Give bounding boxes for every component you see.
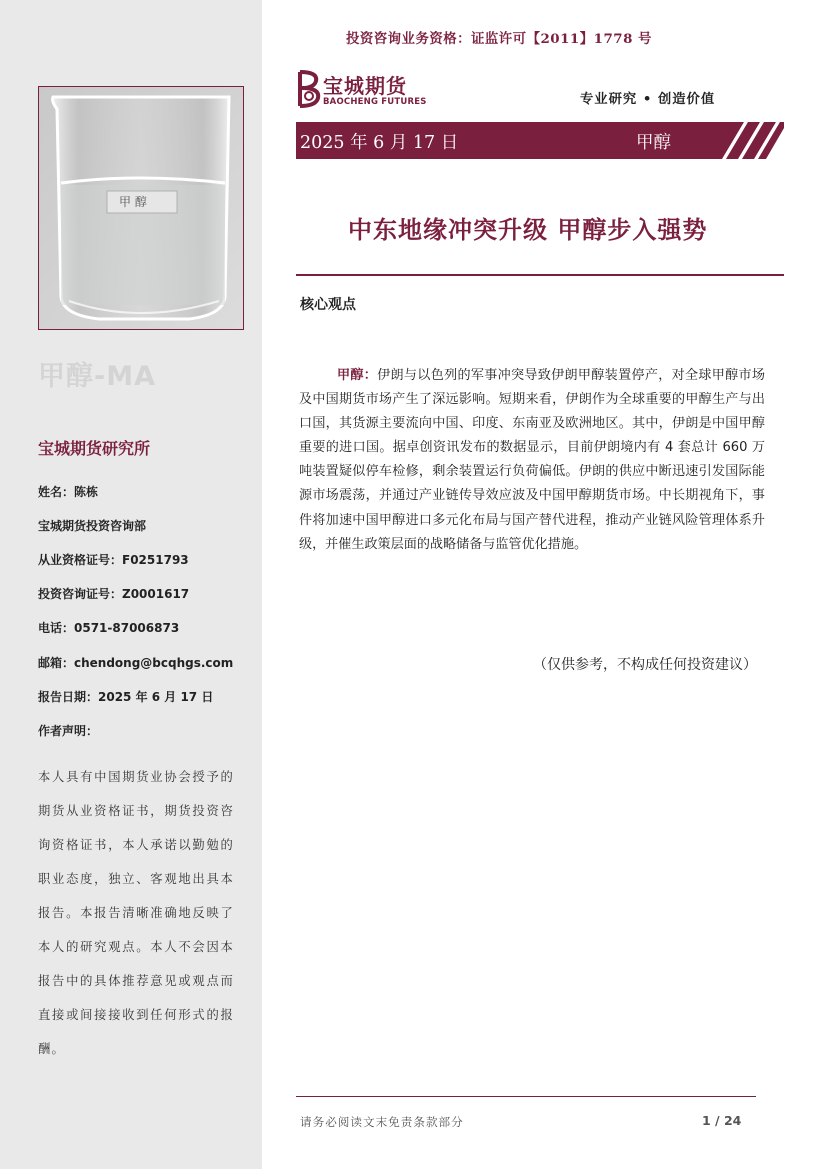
email-link[interactable]: 邮箱：chendong@bcqhgs.com: [38, 656, 234, 670]
logo-mark-icon: [296, 70, 322, 108]
footer-divider: [296, 1096, 756, 1097]
core-view-heading: 核心观点: [300, 297, 356, 313]
banner-date: 2025 年 6 月 17 日: [300, 133, 459, 153]
slogan: 专业研究 • 创造价值: [580, 92, 716, 107]
qualification-id: 从业资格证号：F0251793: [38, 553, 189, 567]
footer-notice: 请务必阅读文末免责条款部分: [300, 1115, 464, 1129]
investment-disclaimer: （仅供参考，不构成任何投资建议）: [533, 657, 757, 673]
company-logo: [296, 70, 436, 110]
author-declaration-heading: 作者声明：: [38, 724, 99, 738]
consulting-id: 投资咨询证号：Z0001617: [38, 587, 190, 601]
author-name: 姓名：陈栋: [38, 485, 99, 499]
page-number: 1 / 24: [702, 1113, 742, 1128]
paragraph-text: 伊朗与以色列的军事冲突导致伊朗甲醇装置停产，对全球甲醇市场及中国期货市场产生了深远影响。短期来看，伊朗作为全球重要的甲醇生产与出口国，其货源主要流向中国、印度、东南亚及欧洲地区。其中，伊朗是中国甲醇重要的进口国。据卓创资讯发布的数据显示，目前伊朗境内有 4 套总计 660 万吨装置疑似停车检修，剩余装置运行负荷偏低。伊朗的供应中断迅速引发国际能源市场震荡，并通过产业链传导效应波及中国甲醇期货市场。中长期视角下，事件将加速中国甲醇进口多元化布局与国产替代进程，推动产业链风险管理体系升级，并催生政策层面的战略储备与监管优化措施。: [299, 368, 766, 552]
license-line: 投资咨询业务资格：证监许可【2011】1778 号: [346, 31, 652, 47]
logo-english: BAOCHENG FUTURES: [323, 97, 427, 107]
product-photo: [38, 86, 244, 330]
author-declaration-text: 本人具有中国期货业协会授予的期货从业资格证书，期货投资咨询资格证书，本人承诺以勤勉的职业态度，独立、客观地出具本报告。本报告清晰准确地反映了本人的研究观点。本人不会因本报告中的具体推荐意见或观点而直接或间接接收到任何形式的报酬。: [38, 770, 234, 1056]
banner-product: 甲醇: [636, 133, 671, 153]
phone: 电话：0571-87006873: [38, 621, 180, 635]
product-code: 甲醇-MA: [38, 361, 156, 392]
title-divider: [296, 274, 784, 276]
core-view-paragraph: [299, 364, 765, 557]
department: 宝城期货投资咨询部: [38, 519, 147, 533]
paragraph-lead: 甲醇：: [337, 368, 378, 383]
institute-name: 宝城期货研究所: [38, 439, 151, 458]
report-date: 报告日期：2025 年 6 月 17 日: [38, 690, 214, 704]
report-title: 中东地缘冲突升级 甲醇步入强势: [348, 216, 708, 244]
sidebar: [0, 0, 262, 1169]
photo-label: 甲 醇: [119, 195, 147, 209]
logo-chinese: 宝城期货: [323, 74, 407, 98]
